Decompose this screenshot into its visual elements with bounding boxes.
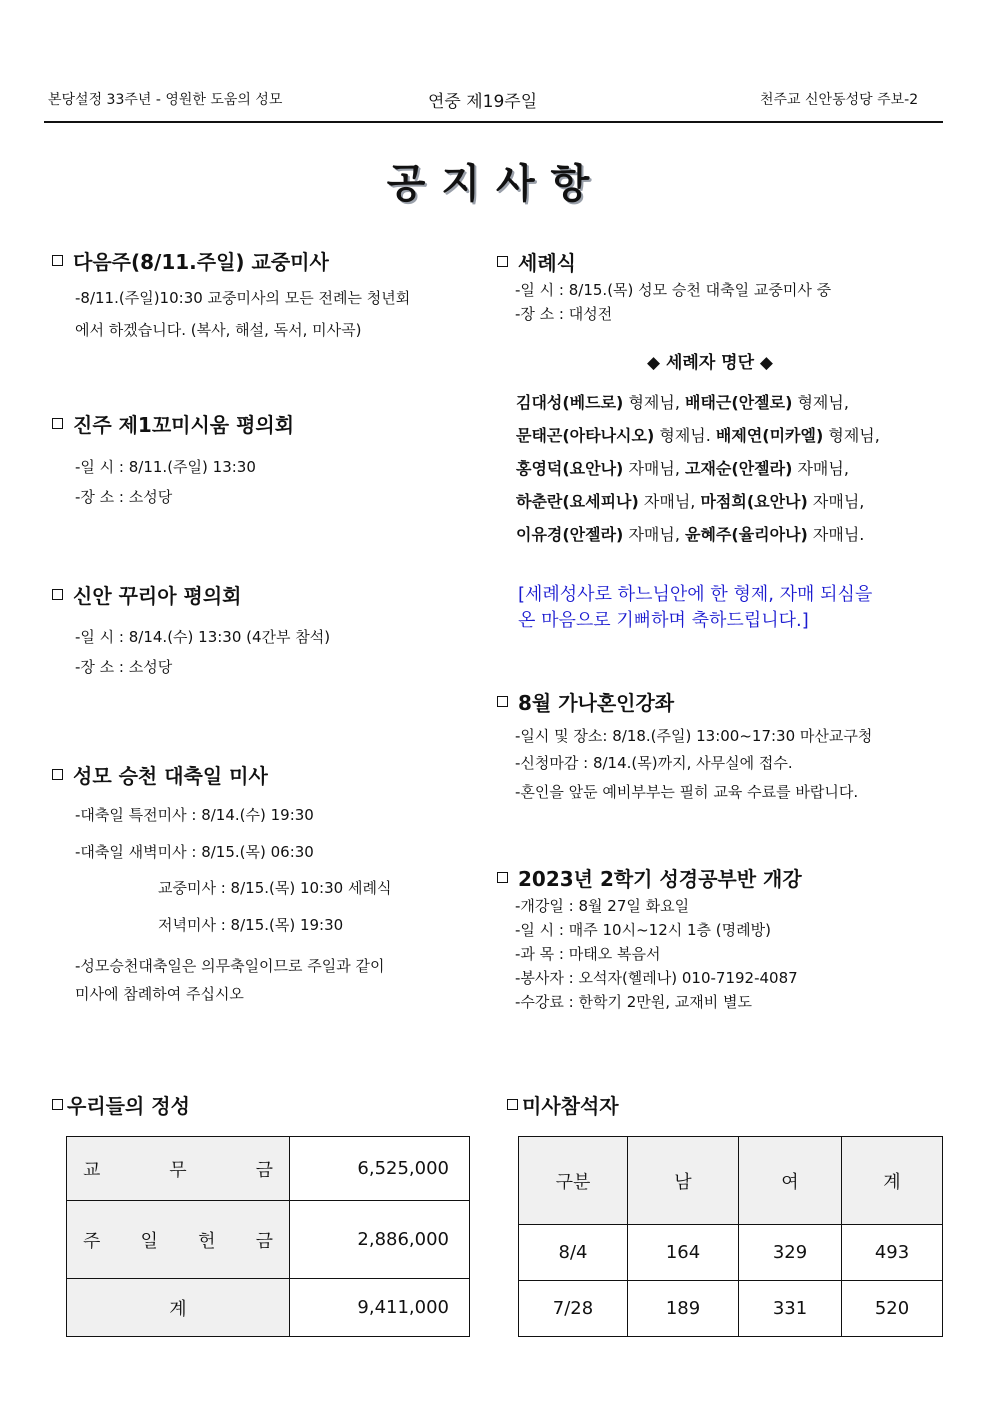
section-title: 진주 제1꼬미시움 평의회	[73, 413, 295, 437]
header-divider	[44, 121, 943, 123]
section-title: 다음주(8/11.주일) 교중미사	[73, 250, 329, 274]
offering-table	[66, 1136, 470, 1337]
section-title: 세례식	[518, 251, 576, 275]
section-curia	[52, 580, 242, 609]
section-comitium	[52, 409, 294, 438]
text-line: -신청마감 : 8/14.(목)까지, 사무실에 접수.	[515, 754, 793, 772]
offering-label: 계	[67, 1279, 290, 1337]
table-cell: 331	[739, 1281, 842, 1337]
header-left: 본당설정 33주년 - 영원한 도움의 성모	[48, 92, 283, 108]
text-line: -혼인을 앞둔 예비부부는 필히 교육 수료를 바랍니다.	[515, 783, 859, 801]
table-cell: 520	[842, 1281, 943, 1337]
text-line: -과 목 : 마태오 복음서	[515, 945, 661, 963]
spaced-label	[83, 1227, 273, 1253]
name: 김대성(베드로)	[516, 393, 624, 412]
text-line: 에서 하겠습니다. (복사, 해설, 독서, 미사곡)	[75, 321, 362, 339]
name: 문태곤(아타나시오)	[516, 426, 655, 445]
text-line: 교중미사 : 8/15.(목) 10:30 세례식	[158, 879, 392, 897]
text-line: -장 소 : 소성당	[75, 488, 173, 506]
baptism-list-title: ◆ 세례자 명단 ◆	[646, 353, 773, 373]
baptism-names-row	[516, 456, 849, 479]
char: 무	[169, 1159, 187, 1181]
table-row	[67, 1279, 470, 1337]
checkbox-bullet-icon	[52, 1099, 63, 1110]
table-header-row	[519, 1137, 943, 1225]
name: 마점희(요안나)	[700, 492, 808, 511]
section-title: 성모 승천 대축일 미사	[73, 764, 268, 788]
checkbox-bullet-icon	[507, 1099, 518, 1110]
table-cell: 189	[628, 1281, 739, 1337]
honorific: 형제님.	[654, 426, 716, 445]
char: 주	[83, 1230, 101, 1252]
blessing-line: [세례성사로 하느님안에 한 형제, 자매 되심을	[518, 584, 873, 605]
honorific: 형제님,	[623, 393, 686, 412]
text-line: -일 시 : 매주 10시~12시 1층 (명례방)	[515, 921, 771, 939]
baptism-names-row	[516, 489, 864, 512]
text-line: 미사에 참례하여 주십시오	[75, 985, 244, 1003]
char: 헌	[198, 1230, 216, 1252]
name: 배제연(미카엘)	[715, 426, 824, 445]
char: 금	[255, 1230, 273, 1252]
offering-label	[67, 1201, 290, 1279]
table-row	[67, 1137, 470, 1201]
column-header: 계	[842, 1137, 943, 1225]
baptism-names-row	[516, 423, 880, 446]
text-line: -성모승천대축일은 의무축일이므로 주일과 같이	[75, 957, 385, 975]
section-attendance	[507, 1090, 619, 1119]
checkbox-bullet-icon	[497, 696, 508, 707]
checkbox-bullet-icon	[52, 255, 63, 266]
header-right: 천주교 신안동성당 주보-2	[760, 92, 919, 108]
offering-value: 6,525,000	[290, 1137, 470, 1201]
honorific: 자매님,	[807, 492, 865, 511]
table-row	[67, 1201, 470, 1279]
checkbox-bullet-icon	[52, 769, 63, 780]
name: 윤혜주(율리아나)	[685, 525, 808, 544]
table-cell: 7/28	[519, 1281, 628, 1337]
baptism-names-row	[516, 390, 849, 413]
honorific: 형제님,	[792, 393, 849, 412]
text-line: -일 시 : 8/15.(목) 성모 승천 대축일 교중미사 중	[515, 281, 832, 299]
column-header: 구분	[519, 1137, 628, 1225]
column-header: 남	[628, 1137, 739, 1225]
char: 일	[140, 1230, 158, 1252]
section-title: 8월 가나혼인강좌	[518, 691, 675, 715]
attendance-table	[518, 1136, 943, 1337]
honorific: 자매님.	[807, 525, 865, 544]
offering-label	[67, 1137, 290, 1201]
text-line: 저녁미사 : 8/15.(목) 19:30	[158, 916, 344, 934]
section-baptism	[497, 247, 576, 276]
text-line: -대축일 새벽미사 : 8/15.(목) 06:30	[75, 843, 314, 861]
baptism-names-row	[516, 522, 864, 545]
section-assumption-mass	[52, 760, 268, 789]
table-cell: 493	[842, 1225, 943, 1281]
column-header: 여	[739, 1137, 842, 1225]
table-cell: 329	[739, 1225, 842, 1281]
honorific: 형제님,	[823, 426, 880, 445]
checkbox-bullet-icon	[497, 872, 508, 883]
offering-value: 9,411,000	[290, 1279, 470, 1337]
section-title: 우리들의 정성	[67, 1094, 190, 1118]
char: 금	[255, 1159, 273, 1181]
name: 하춘란(요세피나)	[516, 492, 639, 511]
blessing-line: 온 마음으로 기뻐하며 축하드립니다.]	[518, 610, 809, 631]
page-title: 공지사항	[386, 161, 606, 207]
text-line: -봉사자 : 오석자(헬레나) 010-7192-4087	[515, 969, 798, 987]
name: 홍영덕(요안나)	[516, 459, 624, 478]
text-line: -장 소 : 소성당	[75, 658, 173, 676]
section-next-week-mass	[52, 246, 329, 275]
honorific: 자매님,	[623, 459, 686, 478]
offering-value: 2,886,000	[290, 1201, 470, 1279]
honorific: 자매님,	[638, 492, 701, 511]
table-cell: 8/4	[519, 1225, 628, 1281]
spaced-label	[83, 1156, 273, 1182]
section-offering	[52, 1090, 190, 1119]
table-row	[519, 1281, 943, 1337]
checkbox-bullet-icon	[497, 256, 508, 267]
text-line: -개강일 : 8월 27일 화요일	[515, 897, 690, 915]
table-cell: 164	[628, 1225, 739, 1281]
text-line: -일시 및 장소: 8/18.(주일) 13:00~17:30 마산교구청	[515, 727, 873, 745]
header-center: 연중 제19주일	[428, 92, 538, 112]
char: 교	[83, 1159, 101, 1181]
section-title: 미사참석자	[522, 1094, 619, 1118]
text-line: -수강료 : 한학기 2만원, 교재비 별도	[515, 993, 752, 1011]
name: 고재순(안젤라)	[685, 459, 793, 478]
name: 배태근(안젤로)	[685, 393, 793, 412]
section-marriage-course	[497, 687, 674, 716]
honorific: 자매님,	[623, 525, 686, 544]
text-line: -8/11.(주일)10:30 교중미사의 모든 전례는 청년회	[75, 289, 411, 307]
text-line: -일 시 : 8/14.(수) 13:30 (4간부 참석)	[75, 628, 331, 646]
checkbox-bullet-icon	[52, 418, 63, 429]
checkbox-bullet-icon	[52, 589, 63, 600]
text-line: -장 소 : 대성전	[515, 305, 613, 323]
section-title: 신안 꾸리아 평의회	[73, 584, 242, 608]
text-line: -일 시 : 8/11.(주일) 13:30	[75, 458, 256, 476]
table-row	[519, 1225, 943, 1281]
section-title: 2023년 2학기 성경공부반 개강	[518, 867, 802, 891]
name: 이유경(안젤라)	[516, 525, 624, 544]
text-line: -대축일 특전미사 : 8/14.(수) 19:30	[75, 806, 314, 824]
honorific: 자매님,	[792, 459, 849, 478]
section-bible-study	[497, 863, 802, 892]
